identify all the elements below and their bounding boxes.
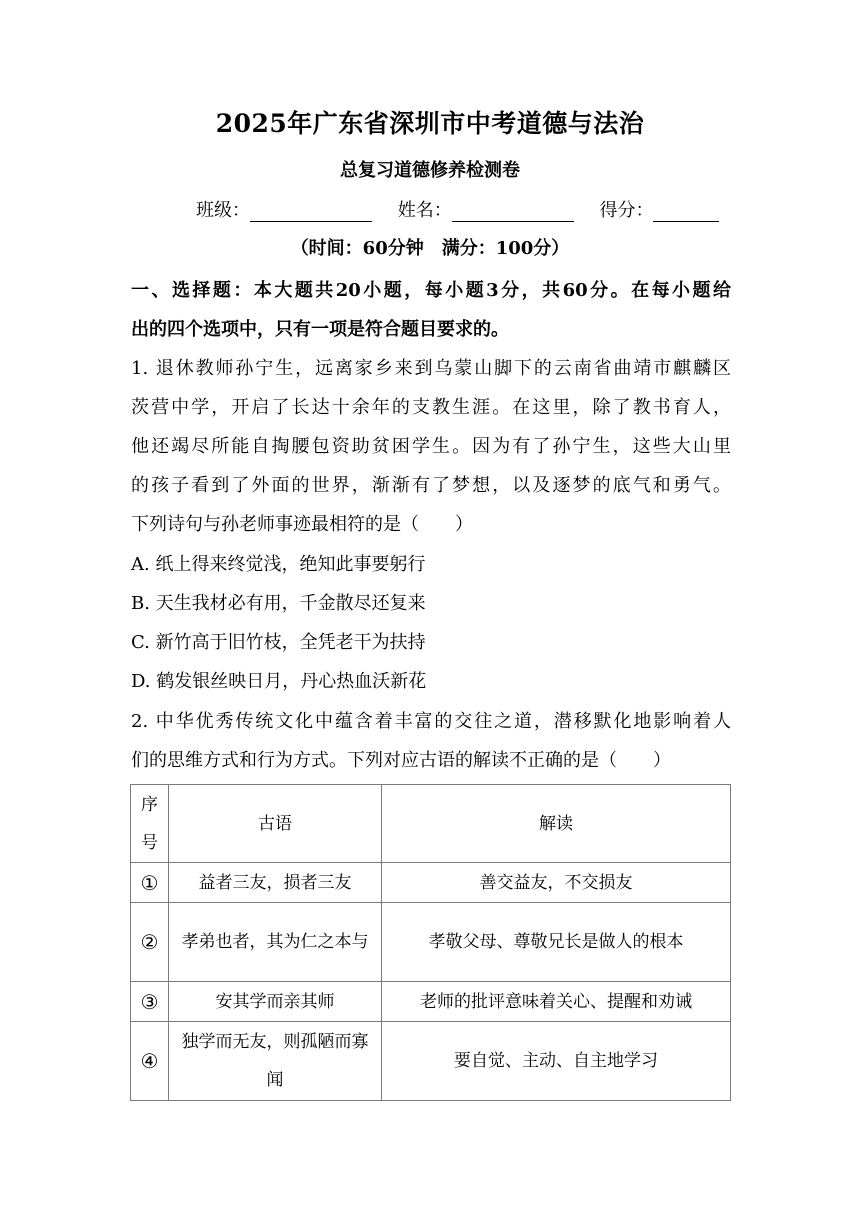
exam-subtitle: 总复习道德修养检测卷 [340,160,520,181]
row-no: ① [131,863,169,903]
section1-intro-line1 [131,276,731,302]
table-header-row [131,785,731,863]
score-label: 得分： [599,200,654,221]
q1-line: 他还竭尽所能自掏腰包资助贫困学生。因为有了孙宁生，这些大山里 [131,436,731,457]
row-no: ④ [131,1022,169,1101]
row-quote: 安其学而亲其师 [169,982,382,1022]
q1-option-b: B. 天生我材必有用，千金散尽还复来 [131,593,426,614]
row-meaning: 善交益友，不交损友 [382,863,731,903]
q1-line: 1. 退休教师孙宁生，远离家乡来到乌蒙山脚下的云南省曲靖市麒麟区 [131,358,731,379]
table-row [131,1022,731,1101]
class-label: 班级： [196,200,250,221]
row-meaning: 老师的批评意味着关心、提醒和劝诫 [382,982,731,1022]
q1-question: 下列诗句与孙老师事迹最相符的是（ ） [131,514,473,535]
class-blank[interactable] [250,201,372,222]
row-no: ② [131,903,169,982]
q1-line: 的孩子看到了外面的世界，渐渐有了梦想，以及逐梦的底气和勇气。 [131,475,731,496]
score-blank[interactable] [653,201,719,222]
q1-option-a: A. 纸上得来终觉浅，绝知此事要躬行 [131,554,426,575]
row-quote: 独学而无友，则孤陋而寡闻 [169,1022,382,1101]
student-info-row [196,196,719,222]
row-no: ③ [131,982,169,1022]
header-no: 序号 [131,785,169,863]
q1-line: 茨营中学，开启了长达十余年的支教生涯。在这里，除了教书育人， [131,397,731,418]
table-row [131,982,731,1022]
q2-table [130,784,731,1101]
name-label: 姓名： [397,200,452,221]
exam-title: 2025年广东省深圳市中考道德与法治 [215,109,645,138]
header-meaning: 解读 [382,785,731,863]
table-row [131,903,731,982]
section1-heading: 一、选择题： [131,280,254,301]
row-meaning: 孝敬父母、尊敬兄长是做人的根本 [382,903,731,982]
table-row [131,863,731,903]
q1-option-d: D. 鹤发银丝映日月，丹心热血沃新花 [131,671,427,692]
q1-option-c: C. 新竹高于旧竹枝，全凭老干为扶持 [131,632,426,653]
row-meaning: 要自觉、主动、自主地学习 [382,1022,731,1101]
time-score-info: （时间：60分钟 满分：100分） [290,238,570,259]
row-quote: 孝弟也者，其为仁之本与 [169,903,382,982]
section1-intro-text: 本大题共20小题，每小题3分，共60分。在每小题给 [253,280,732,301]
q2-line: 2. 中华优秀传统文化中蕴含着丰富的交往之道，潜移默化地影响着人 [131,711,731,732]
row-quote: 益者三友，损者三友 [169,863,382,903]
header-quote: 古语 [169,785,382,863]
q2-question: 们的思维方式和行为方式。下列对应古语的解读不正确的是（ ） [131,750,671,771]
name-blank[interactable] [452,201,574,222]
section1-intro-line2: 出的四个选项中，只有一项是符合题目要求的。 [131,319,509,340]
